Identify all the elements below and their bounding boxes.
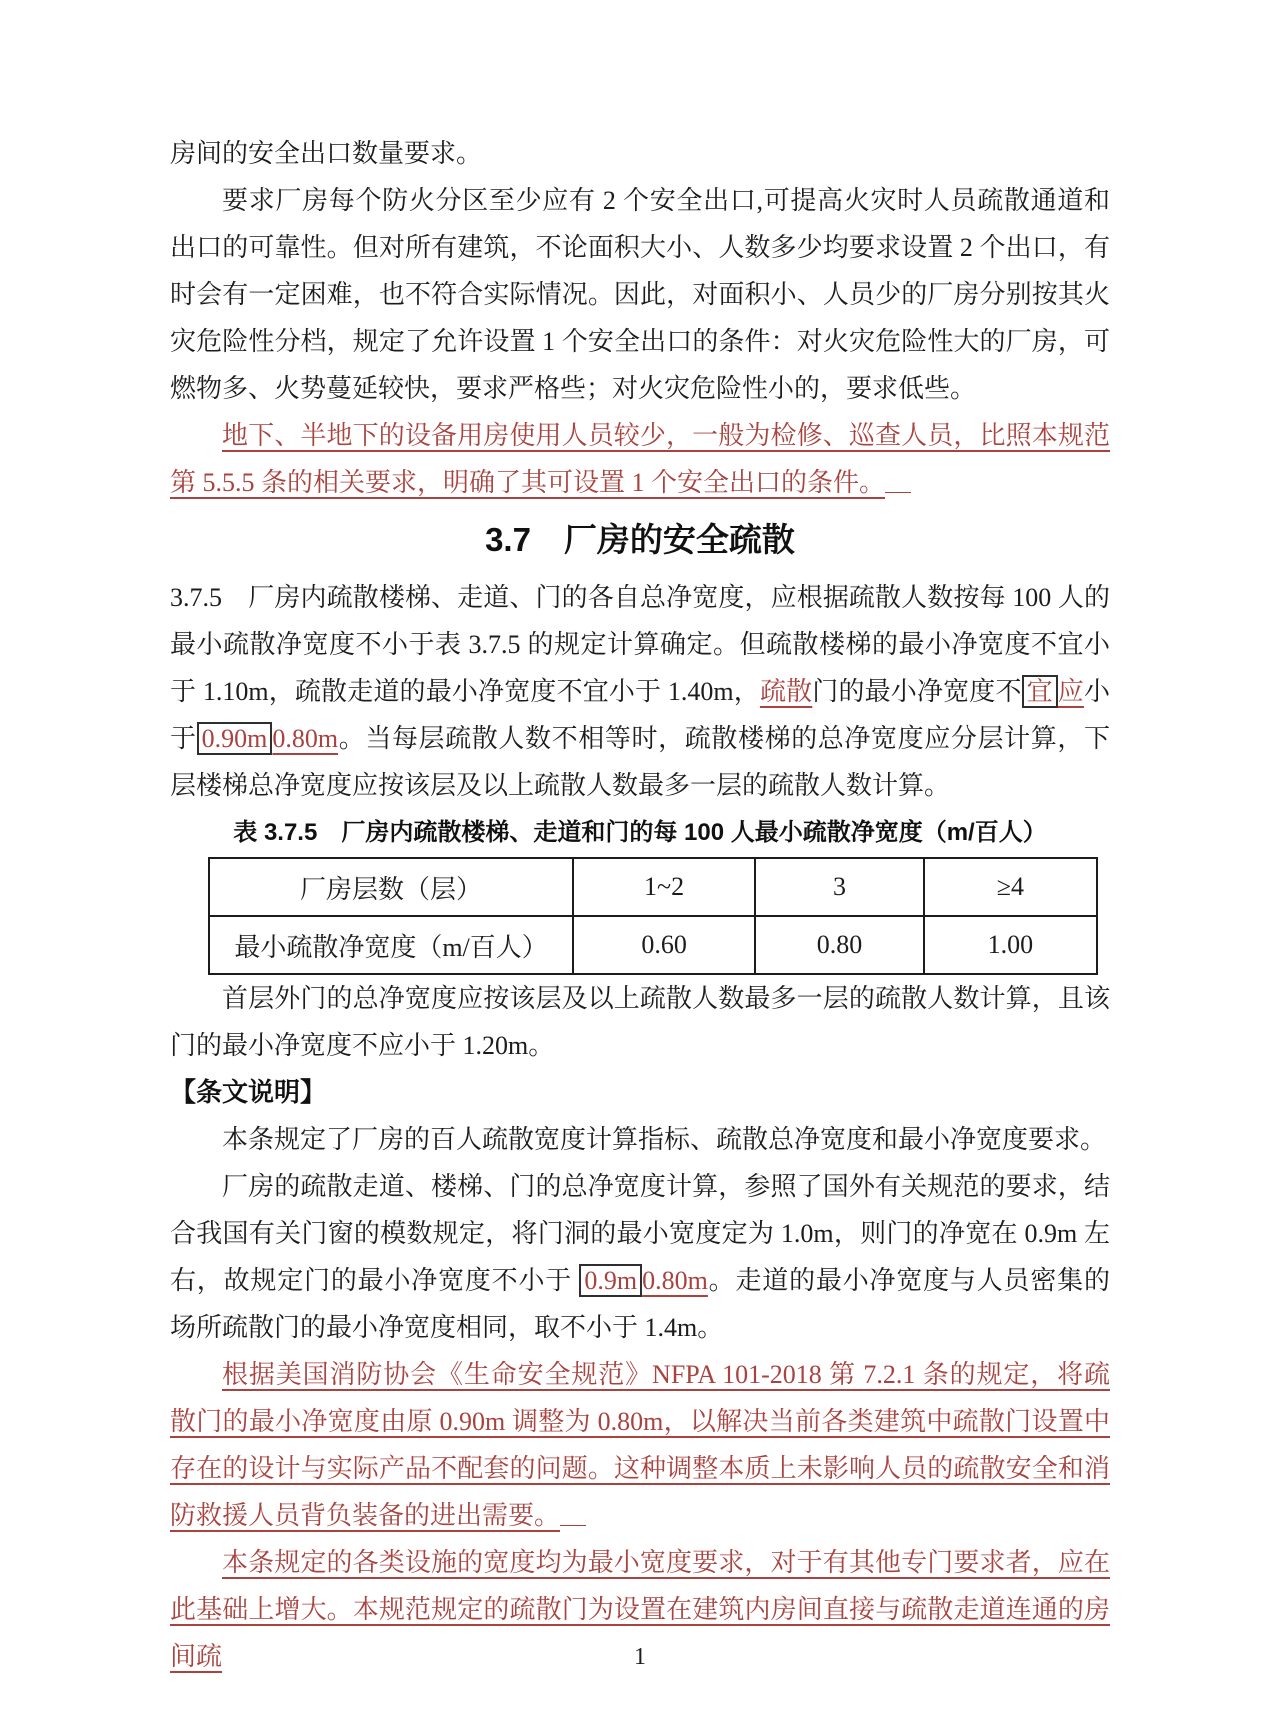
clause-run: 门的最小净宽度不 xyxy=(812,677,1022,706)
table-3-7-5 xyxy=(208,857,1098,975)
section-heading-3-7: 3.7 厂房的安全疏散 xyxy=(485,521,795,558)
paragraph-min-width-revision: 本条规定的各类设施的宽度均为最小宽度要求，对于有其他专门要求者，应在此基础上增大。本规范规定的疏散门为设置在建筑内房间直接与疏散走道连通的房间疏 xyxy=(170,1548,1110,1671)
inserted-text: 0.80m xyxy=(272,724,339,753)
table-header-cell: 1~2 xyxy=(573,858,755,916)
paragraph-intro: 要求厂房每个防火分区至少应有 2 个安全出口,可提高火灾时人员疏散通道和出口的可靠性。但对所有建筑，不论面积大小、人数多少均要求设置 2 个出口，有时会有一定困难，也不符合实际情况。因此，对面积小、人员少的厂房分别按其火灾危险性分档，规定了允许设置 1 个安全出口的条件：对火灾危险性大的厂房，可燃物多、火势蔓延较快，要求严格些；对火灾危险性小的，要求低些。 xyxy=(170,186,1110,403)
paragraph-nfpa-revision: 根据美国消防协会《生命安全规范》NFPA 101-2018 第 7.2.1 条的规定，将疏散门的最小净宽度由原 0.90m 调整为 0.80m，以解决当前各类建筑中疏散门设置中存在的设计与实际产品不配套的问题。这种调整本质上未影响人员的疏散安全和消防救援人员背负装备的进出需要。 xyxy=(170,1351,1110,1539)
clause-run: 3.7.5 厂房内疏散楼梯、走道、门的各自总净宽度，应根据疏散人数按每 100 人的最小疏散净宽度不小于表 3.7.5 的规定计算确定。但疏散楼梯的最小净宽度不宜小于 1.10m，疏散走道的最小净宽度不宜小于 1.40m， xyxy=(170,583,1110,706)
table-header-cell: 厂房层数（层） xyxy=(209,858,573,916)
explanation-heading: 【条文说明】 xyxy=(170,1077,327,1107)
inserted-text: 疏散 xyxy=(759,677,813,706)
table-value-cell: 最小疏散净宽度（m/百人） xyxy=(209,916,573,974)
table-title: 表 3.7.5 厂房内疏散楼梯、走道和门的每 100 人最小疏散净宽度（m/百人） xyxy=(233,819,1047,846)
table-header-row xyxy=(209,858,1097,916)
deleted-text: 0.90m xyxy=(197,722,273,755)
clause-3-7-5 xyxy=(170,574,1110,809)
clause-run: 。当每层疏散人数不相等时，疏散楼梯的总净宽度应分层计算，下层楼梯总净宽度应按该层及以上疏散人数最多一层的疏散人数计算。 xyxy=(170,724,1110,800)
paragraph-carryover: 房间的安全出口数量要求。 xyxy=(170,139,483,168)
inserted-text: 0.80m xyxy=(642,1266,708,1295)
deleted-text: 0.9m xyxy=(579,1264,642,1297)
clause-run: 小于 xyxy=(170,677,1110,753)
table-value-cell: 0.80 xyxy=(755,916,924,974)
paragraph-explanation-1: 本条规定了厂房的百人疏散宽度计算指标、疏散总净宽度和最小净宽度要求。 xyxy=(222,1125,1107,1154)
explanation-run: 。走道的最小净宽度与人员密集的场所疏散门的最小净宽度相同，取不小于 1.4m。 xyxy=(170,1266,1110,1342)
table-value-row xyxy=(209,916,1097,974)
table-value-cell: 0.60 xyxy=(573,916,755,974)
explanation-run: 厂房的疏散走道、楼梯、门的总净宽度计算，参照了国外有关规范的要求，结合我国有关门窗的模数规定，将门洞的最小宽度定为 1.0m，则门的净宽在 0.9m 左右，故规定门的最小净宽度不小于 xyxy=(170,1172,1110,1295)
deleted-text: 宜 xyxy=(1022,675,1058,708)
paragraph-first-floor-door: 首层外门的总净宽度应按该层及以上疏散人数最多一层的疏散人数计算，且该门的最小净宽度不应小于 1.20m。 xyxy=(170,984,1110,1060)
paragraph-underground-revision: 地下、半地下的设备用房使用人员较少，一般为检修、巡查人员，比照本规范第 5.5.5 条的相关要求，明确了其可设置 1 个安全出口的条件。 xyxy=(170,412,1110,506)
inserted-text: 应 xyxy=(1057,677,1084,706)
table-value-cell: 1.00 xyxy=(924,916,1097,974)
paragraph-explanation-2 xyxy=(170,1163,1110,1351)
table-header-cell: 3 xyxy=(755,858,924,916)
table-header-cell: ≥4 xyxy=(924,858,1097,916)
page-number: 1 xyxy=(634,1644,646,1670)
